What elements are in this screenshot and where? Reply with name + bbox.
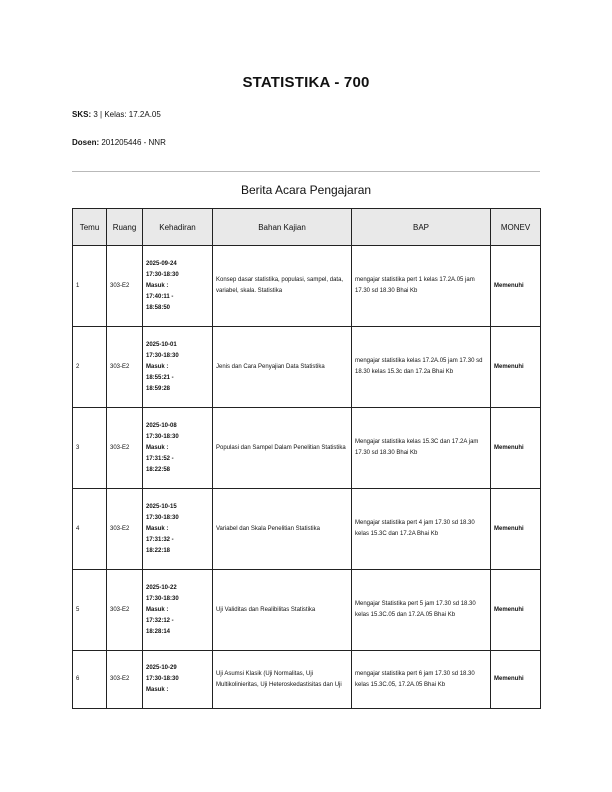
cell-monev: Memenuhi	[491, 327, 541, 408]
divider	[72, 171, 540, 172]
kehadiran-schedule: 17:30-18:30	[146, 514, 179, 521]
kehadiran-in: 17:31:52 -	[146, 455, 174, 462]
cell-kehadiran	[143, 489, 213, 570]
cell-ruang: 303-E2	[107, 327, 143, 408]
dosen-label: Dosen:	[72, 138, 100, 147]
table-body	[73, 246, 541, 709]
kehadiran-schedule: 17:30-18:30	[146, 271, 179, 278]
kehadiran-out: 18:28:14	[146, 628, 171, 635]
sks-label: SKS:	[72, 110, 92, 119]
cell-bap: Mengajar Statistika pert 5 jam 17.30 sd 18.30 kelas 15.3C.05 dan 17.2A.05 Bhai Kb	[352, 570, 491, 651]
table-row	[73, 327, 541, 408]
header-bap: BAP	[352, 209, 491, 246]
kehadiran-in: 17:32:12 -	[146, 617, 174, 624]
kehadiran-schedule: 17:30-18:30	[146, 595, 179, 602]
table-row	[73, 570, 541, 651]
kehadiran-label: Masuk :	[146, 525, 169, 532]
kehadiran-label: Masuk :	[146, 363, 169, 370]
cell-bahan-kajian: Uji Asumsi Klasik (Uji Normalitas, Uji Multikolinieritas, Uji Heteroskedastisitas dan Uji	[213, 651, 352, 709]
table-row	[73, 489, 541, 570]
cell-bap: mengajar statistika kelas 17.2A.05 jam 17.30 sd 18.30 kelas 15.3c dan 17.2a Bhai Kb	[352, 327, 491, 408]
cell-bap: mengajar statistika pert 6 jam 17.30 sd 18.30 kelas 15.3C.05, 17.2A.05 Bhai Kb	[352, 651, 491, 709]
cell-monev: Memenuhi	[491, 246, 541, 327]
kehadiran-in: 18:55:21 -	[146, 374, 174, 381]
page-title: STATISTIKA - 700	[242, 74, 370, 91]
kehadiran-date: 2025-09-24	[146, 260, 177, 267]
cell-kehadiran	[143, 651, 213, 709]
dosen-value: 201205446 - NNR	[101, 138, 166, 147]
cell-bahan-kajian: Jenis dan Cara Penyajian Data Statistika	[213, 327, 352, 408]
header-temu: Temu	[73, 209, 107, 246]
cell-temu: 5	[73, 570, 107, 651]
kehadiran-schedule: 17:30-18:30	[146, 352, 179, 359]
kehadiran-label: Masuk :	[146, 687, 169, 693]
header-row	[73, 209, 541, 246]
cell-bap: Mengajar statistika pert 4 jam 17.30 sd 18.30 kelas 15.3C dan 17.2A Bhai Kb	[352, 489, 491, 570]
header-kehadiran: Kehadiran	[143, 209, 213, 246]
kehadiran-out: 18:22:58	[146, 466, 171, 473]
kehadiran-label: Masuk :	[146, 606, 169, 613]
kehadiran-date: 2025-10-15	[146, 503, 177, 510]
cell-ruang: 303-E2	[107, 651, 143, 709]
bap-table	[72, 208, 541, 709]
header-monev: MONEV	[491, 209, 541, 246]
cell-kehadiran	[143, 246, 213, 327]
cell-temu: 6	[73, 651, 107, 709]
kehadiran-date: 2025-10-22	[146, 584, 177, 591]
cell-temu: 2	[73, 327, 107, 408]
kehadiran-in: 17:31:32 -	[146, 536, 174, 543]
cell-monev: Memenuhi	[491, 651, 541, 709]
header-bahan-kajian: Bahan Kajian	[213, 209, 352, 246]
cell-temu: 3	[73, 408, 107, 489]
cell-bap: Mengajar statistika kelas 15.3C dan 17.2A jam 17.30 sd 18.30 Bhai Kb	[352, 408, 491, 489]
cell-monev: Memenuhi	[491, 408, 541, 489]
kehadiran-out: 18:58:50	[146, 304, 171, 311]
cell-monev: Memenuhi	[491, 570, 541, 651]
cell-temu: 1	[73, 246, 107, 327]
cell-kehadiran	[143, 327, 213, 408]
kehadiran-out: 18:59:28	[146, 385, 171, 392]
table-row	[73, 408, 541, 489]
kehadiran-label: Masuk :	[146, 282, 169, 289]
table-row	[73, 651, 541, 709]
cell-bap: mengajar statistika pert 1 kelas 17.2A.05 jam 17.30 sd 18.30 Bhai Kb	[352, 246, 491, 327]
cell-monev: Memenuhi	[491, 489, 541, 570]
cell-bahan-kajian: Populasi dan Sampel Dalam Penelitian Statistika	[213, 408, 352, 489]
cell-bahan-kajian: Konsep dasar statistika, populasi, sampel, data, variabel, skala. Statistika	[213, 246, 352, 327]
kehadiran-out: 18:22:18	[146, 547, 171, 554]
header-ruang: Ruang	[107, 209, 143, 246]
kehadiran-schedule: 17:30-18:30	[146, 433, 179, 440]
cell-bahan-kajian: Uji Validitas dan Realibilitas Statistika	[213, 570, 352, 651]
cell-bahan-kajian: Variabel dan Skala Penelitian Statistika	[213, 489, 352, 570]
kehadiran-date: 2025-10-01	[146, 341, 177, 348]
cell-ruang: 303-E2	[107, 408, 143, 489]
cell-kehadiran	[143, 570, 213, 651]
cell-kehadiran	[143, 408, 213, 489]
cell-temu: 4	[73, 489, 107, 570]
cell-ruang: 303-E2	[107, 246, 143, 327]
kehadiran-schedule: 17:30-18:30	[146, 676, 179, 682]
kehadiran-label: Masuk :	[146, 444, 169, 451]
dosen-info	[72, 138, 166, 147]
kehadiran-in: 17:40:11 -	[146, 293, 174, 300]
kehadiran-date: 2025-10-08	[146, 422, 177, 429]
table-row	[73, 246, 541, 327]
cell-ruang: 303-E2	[107, 489, 143, 570]
sks-value: 3 | Kelas: 17.2A.05	[93, 110, 161, 119]
cell-ruang: 303-E2	[107, 570, 143, 651]
section-title: Berita Acara Pengajaran	[240, 183, 372, 197]
kehadiran-date: 2025-10-29	[146, 665, 177, 671]
sks-info	[72, 110, 161, 119]
table-header	[73, 209, 541, 246]
